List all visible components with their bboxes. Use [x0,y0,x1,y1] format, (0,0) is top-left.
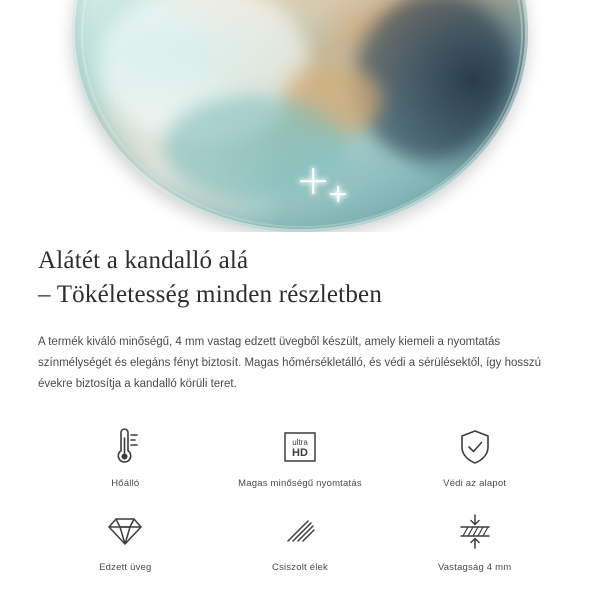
headline-line-1: Alátét a kandalló alá [38,247,249,274]
feature-item-print-quality [213,425,388,489]
feature-label: Vastagság 4 mm [437,562,512,573]
feature-label: Hőálló [111,478,140,489]
thickness-icon [454,509,496,553]
thermometer-icon [108,425,142,469]
svg-text:HD: HD [292,447,308,459]
feature-item-surface-protection [387,425,562,489]
feature-item-polished-edges [213,509,388,573]
hero-image [0,0,600,232]
feature-label: Védi az alapot [443,478,507,489]
feature-label: Magas minőségű nyomtatás [238,478,362,489]
feature-label: Csiszolt élek [272,562,328,573]
shield-check-icon [457,425,493,469]
diamond-icon [105,509,145,553]
svg-text:ultra: ultra [292,438,308,447]
page-title [38,244,562,312]
feature-grid [38,425,562,573]
feature-item-heat-resistant [38,425,213,489]
ultra-hd-icon [279,425,321,469]
glass-edge [72,0,528,232]
round-glass-board-image [72,0,528,232]
feature-item-tempered-glass [38,509,213,573]
content-area [0,244,600,573]
headline-line-2: – Tökéletesség minden részletben [38,281,383,308]
feature-item-thickness [387,509,562,573]
feature-label: Edzett üveg [99,562,152,573]
polished-edges-icon [280,509,320,553]
body-text: A termék kiváló minőségű, 4 mm vastag edzett üvegből készült, amely kiemeli a nyomtatás színmélységét és elegáns fényt biztosít. Magas hőmérsékletálló, és védi a sérülésektől, így hosszú évekre biztosítja a kandalló körüli teret. [38,336,542,390]
